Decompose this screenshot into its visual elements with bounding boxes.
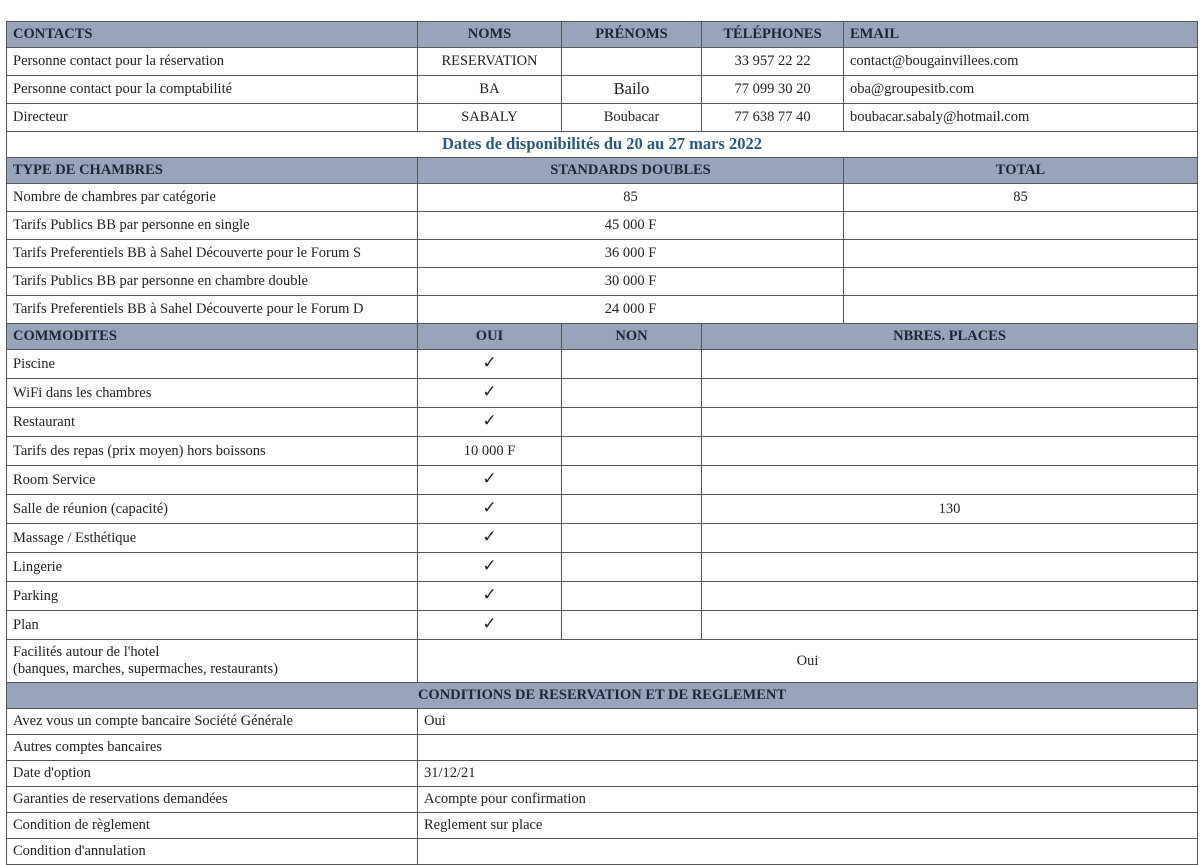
commodite-places [702,408,1198,437]
commodite-row-tarifs-repas [7,437,1198,466]
commodite-non [562,437,702,466]
facilites-row [7,640,1198,683]
commodite-row-parking [7,582,1198,611]
condition-value: Reglement sur place [418,813,1198,839]
chambre-label: Tarifs Preferentiels BB à Sahel Découverte pour le Forum D [7,296,418,324]
chambre-value: 36 000 F [418,240,844,268]
contact-tel: 77 638 77 40 [702,104,844,132]
type-chambres-header: TYPE DE CHAMBRES [7,158,418,184]
chambre-label: Nombre de chambres par catégorie [7,184,418,212]
commodite-row-piscine [7,350,1198,379]
condition-label: Garanties de reservations demandées [7,787,418,813]
contact-email: boubacar.sabaly@hotmail.com [844,104,1198,132]
commodite-label: Plan [7,611,418,640]
commodite-non [562,466,702,495]
condition-label: Condition d'annulation [7,839,418,865]
commodite-label: Piscine [7,350,418,379]
condition-label: Autres comptes bancaires [7,735,418,761]
chambre-value: 45 000 F [418,212,844,240]
commodite-oui: ✓ [418,524,562,553]
contact-nom: BA [418,76,562,104]
commodite-places [702,611,1198,640]
chambre-total [844,240,1198,268]
commodite-oui: ✓ [418,408,562,437]
contact-nom: RESERVATION [418,48,562,76]
facilites-value: Oui [418,640,1198,683]
chambre-total [844,296,1198,324]
conditions-header: CONDITIONS DE RESERVATION ET DE REGLEMENT [7,683,1198,709]
chambre-label: Tarifs Publics BB par personne en single [7,212,418,240]
chambre-value: 85 [418,184,844,212]
commodite-oui: 10 000 F [418,437,562,466]
commodite-label: Parking [7,582,418,611]
commodite-label: Massage / Esthétique [7,524,418,553]
commodite-places [702,524,1198,553]
commodite-row-lingerie [7,553,1198,582]
contact-row-directeur [7,104,1198,132]
commodite-non [562,379,702,408]
commodite-places: 130 [702,495,1198,524]
commodite-oui: ✓ [418,379,562,408]
commodite-row-salle-reunion [7,495,1198,524]
contact-prenom: Bailo [562,76,702,104]
commodite-non [562,495,702,524]
condition-value: Acompte pour confirmation [418,787,1198,813]
contacts-header-row [7,22,1198,48]
chambre-row [7,212,1198,240]
facilites-label [7,640,418,683]
condition-label: Avez vous un compte bancaire Société Générale [7,709,418,735]
condition-row [7,709,1198,735]
total-header: TOTAL [844,158,1198,184]
commodite-non [562,553,702,582]
commodite-label: WiFi dans les chambres [7,379,418,408]
commodite-label: Tarifs des repas (prix moyen) hors boissons [7,437,418,466]
condition-value [418,839,1198,865]
commodites-header: COMMODITES [7,324,418,350]
chambre-total [844,268,1198,296]
chambre-row [7,296,1198,324]
condition-row [7,735,1198,761]
telephones-header: TÉLÉPHONES [702,22,844,48]
commodites-header-row [7,324,1198,350]
commodite-places [702,553,1198,582]
commodite-oui: ✓ [418,553,562,582]
commodite-places [702,437,1198,466]
condition-row [7,813,1198,839]
commodite-non [562,350,702,379]
commodite-row-plan [7,611,1198,640]
email-header: EMAIL [844,22,1198,48]
commodite-oui: ✓ [418,350,562,379]
commodite-oui: ✓ [418,495,562,524]
contact-label: Personne contact pour la comptabilité [7,76,418,104]
commodite-places [702,379,1198,408]
contact-label: Personne contact pour la réservation [7,48,418,76]
commodite-label: Restaurant [7,408,418,437]
commodite-oui: ✓ [418,466,562,495]
contact-label: Directeur [7,104,418,132]
commodite-row-wifi [7,379,1198,408]
condition-row [7,839,1198,865]
contact-prenom: Boubacar [562,104,702,132]
commodite-label: Lingerie [7,553,418,582]
condition-label: Condition de règlement [7,813,418,839]
condition-value: Oui [418,709,1198,735]
chambre-total [844,212,1198,240]
conditions-header-row [7,683,1198,709]
commodite-non [562,582,702,611]
contact-tel: 33 957 22 22 [702,48,844,76]
chambre-value: 24 000 F [418,296,844,324]
condition-value: 31/12/21 [418,761,1198,787]
standards-doubles-header: STANDARDS DOUBLES [418,158,844,184]
commodite-label: Salle de réunion (capacité) [7,495,418,524]
commodite-oui: ✓ [418,582,562,611]
prenoms-header: PRÉNOMS [562,22,702,48]
commodite-non [562,611,702,640]
commodite-oui: ✓ [418,611,562,640]
non-header: NON [562,324,702,350]
chambre-row [7,268,1198,296]
contact-row-reservation [7,48,1198,76]
condition-row [7,787,1198,813]
chambre-value: 30 000 F [418,268,844,296]
chambre-label: Tarifs Publics BB par personne en chambre double [7,268,418,296]
commodite-places [702,466,1198,495]
hotel-info-table [6,21,1198,865]
contact-row-comptabilite [7,76,1198,104]
dates-banner-row [7,132,1198,158]
condition-value [418,735,1198,761]
dates-banner: Dates de disponibilités du 20 au 27 mars 2022 [7,132,1198,158]
contact-nom: SABALY [418,104,562,132]
commodite-row-room-service [7,466,1198,495]
chambre-total: 85 [844,184,1198,212]
contact-prenom [562,48,702,76]
commodite-non [562,524,702,553]
facilites-label-line2: (banques, marches, supermaches, restaurants) [13,661,278,677]
contact-email: oba@groupesitb.com [844,76,1198,104]
facilites-label-line1: Facilités autour de l'hotel [13,644,160,661]
places-header: NBRES. PLACES [702,324,1198,350]
chambre-row [7,240,1198,268]
noms-header: NOMS [418,22,562,48]
commodite-row-restaurant [7,408,1198,437]
oui-header: OUI [418,324,562,350]
contact-tel: 77 099 30 20 [702,76,844,104]
chambre-label: Tarifs Preferentiels BB à Sahel Découverte pour le Forum S [7,240,418,268]
commodite-label: Room Service [7,466,418,495]
commodite-row-massage [7,524,1198,553]
condition-row [7,761,1198,787]
contacts-header: CONTACTS [7,22,418,48]
contact-email: contact@bougainvillees.com [844,48,1198,76]
commodite-non [562,408,702,437]
condition-label: Date d'option [7,761,418,787]
chambres-header-row [7,158,1198,184]
commodite-places [702,582,1198,611]
chambre-row [7,184,1198,212]
commodite-places [702,350,1198,379]
